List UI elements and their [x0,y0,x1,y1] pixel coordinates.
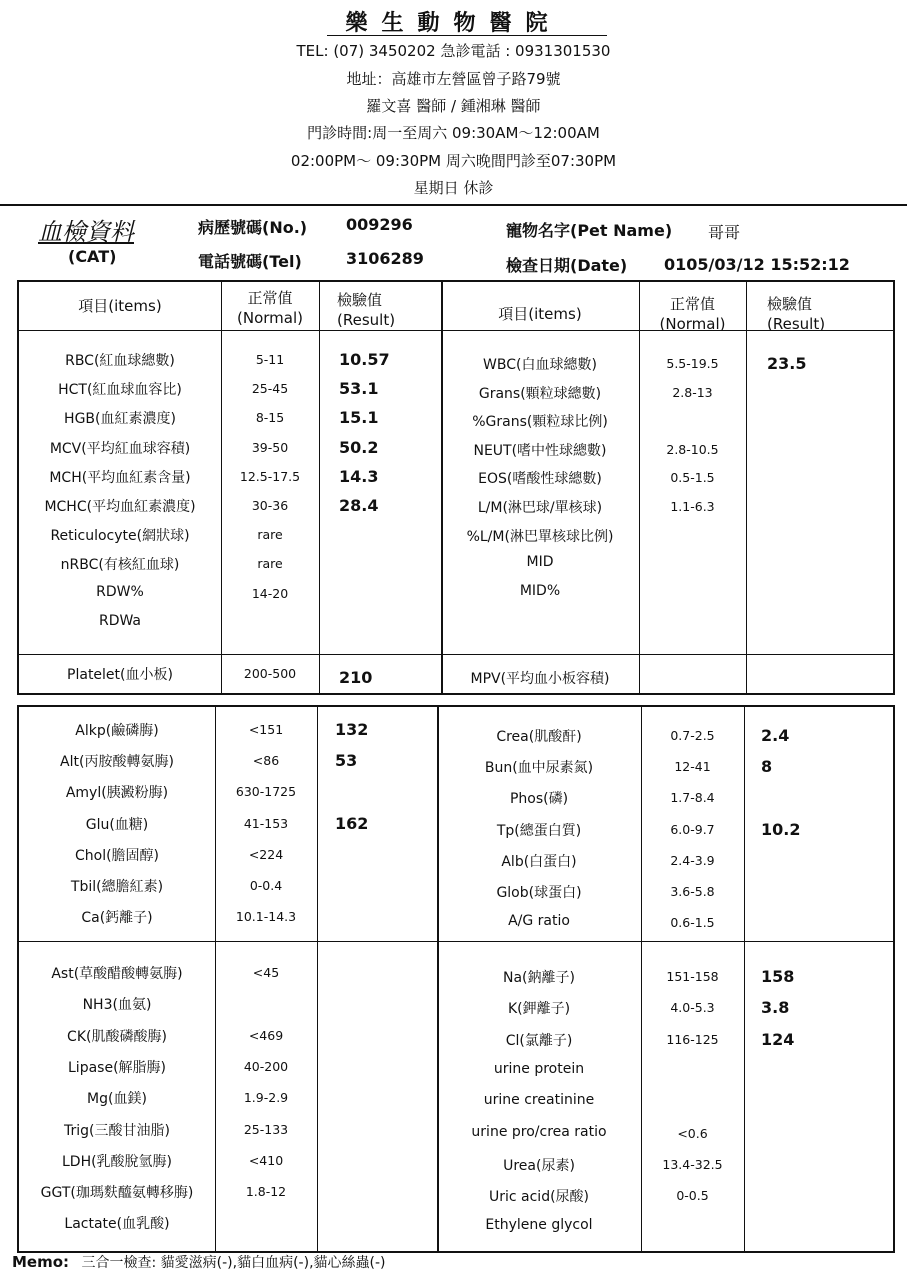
lab-name: GGT(珈瑪麩醯氨轉移脢) [40,1185,194,1202]
record-title: 血檢資料 [38,218,134,246]
lab-normal: 12.5-17.5 [239,468,301,484]
clinic-header [0,0,907,205]
lab-normal: 0.6-1.5 [670,915,715,931]
lab-name: Reticulocyte(網狀球) [50,528,190,545]
lab-normal: 2.8-13 [672,384,713,400]
lab-name: Lactate(血乳酸) [64,1216,170,1233]
lab-name: RBC(紅血球總數) [65,353,175,369]
lab-result: 2.4 [761,726,790,745]
lab-name: Bun(血中尿素氮) [484,760,594,777]
lab-name: NEUT(嗜中性球總數) [473,442,607,459]
header-normal-right: 正常值 (Normal) [659,295,726,333]
lab-name: Urea(尿素) [503,1157,575,1174]
lab-normal: 13.4-32.5 [662,1156,723,1172]
lab-name: HCT(紅血球血容比) [58,382,182,399]
clinic-closed: 星期日 休診 [413,179,494,197]
lab-name: Cl(氯離子) [505,1032,573,1049]
lab-name: NH3(血氨) [82,997,152,1014]
lab-name: Glob(球蛋白) [496,885,582,901]
date-label: 檢查日期(Date) [506,256,628,275]
record-no-value: 009296 [346,215,413,234]
lab-normal: 1.1-6.3 [670,499,715,514]
clinic-hours-1: 門診時間:周一至周六 09:30AM～12:00AM [307,124,600,142]
lab-result: 15.1 [339,408,379,428]
cbc-table [17,280,895,695]
lab-name: HGB(血紅素濃度) [64,411,176,428]
clinic-address: 地址：高雄市左營區曾子路79號 [346,70,561,88]
lab-name: A/G ratio [508,913,570,930]
lab-name: %Grans(顆粒球比例) [472,414,608,431]
lab-normal: 4.0-5.3 [670,1000,715,1016]
lab-normal: <0.6 [677,1125,708,1141]
lab-normal: 5-11 [255,352,285,367]
lab-normal: rare [257,556,283,572]
lab-normal: 0-0.5 [676,1188,709,1204]
header-items-right: 項目(items) [498,305,582,323]
lab-name: Crea(肌酸酐) [496,729,582,745]
lab-normal: 41-153 [243,815,289,831]
lab-normal: 116-125 [666,1031,719,1047]
platelet-normal: 200-500 [243,666,297,681]
lab-normal: <410 [248,1152,284,1168]
lab-normal: 630-1725 [235,784,297,800]
lab-result: 8 [761,757,773,777]
lab-name: MCV(平均紅血球容積) [49,440,191,457]
lab-name: K(鉀離子) [507,1001,571,1018]
lab-normal: 0.7-2.5 [670,728,715,743]
lab-name: Glu(血糖) [85,816,149,833]
lab-name: Mg(血鎂) [87,1091,147,1108]
memo [12,1252,386,1272]
chemistry-table [17,705,895,1253]
lab-normal: 1.8-12 [245,1184,287,1200]
lab-normal: 25-133 [243,1121,289,1137]
lab-name: Trig(三酸甘油脂) [64,1122,170,1139]
lab-normal: rare [257,527,283,543]
lab-result: 28.4 [339,496,379,515]
lab-result: 124 [761,1029,795,1049]
lab-name: MCHC(平均血紅素濃度) [44,499,196,515]
memo-text: 三合一檢查: 貓愛滋病(-),貓白血病(-),貓心絲蟲(-) [81,1255,386,1271]
lab-name: Phos(磷) [509,791,569,808]
lab-name: urine pro/crea ratio [471,1123,607,1140]
lab-normal: 14-20 [251,585,289,601]
lab-result: 10.2 [761,819,801,839]
lab-normal: <45 [252,965,280,980]
clinic-phone: TEL: (07) 3450202 急診電話 : 0931301530 [296,42,611,60]
lab-name: urine creatinine [483,1092,595,1109]
clinic-name-underline [327,35,607,36]
lab-normal: 25-45 [251,381,289,397]
lab-normal: 1.7-8.4 [670,790,715,806]
lab-normal: 0.5-1.5 [670,470,715,486]
header-result-right: 檢驗值 (Result) [767,295,826,333]
lab-normal: 2.4-3.9 [670,852,715,868]
header-items-left: 項目(items) [78,297,162,315]
lab-normal: <224 [248,846,284,862]
lab-name: Ethylene glycol [485,1217,593,1234]
lab-name: Ca(鈣離子) [81,910,153,927]
lab-name: CK(肌酸磷酸脢) [67,1028,167,1045]
header-result-left: 檢驗值 (Result) [337,291,396,329]
header-normal-left: 正常值 (Normal) [237,289,303,327]
record-no-label: 病歷號碼(No.) [198,218,308,237]
date-value: 0105/03/12 15:52:12 [664,255,850,274]
clinic-name: 樂生動物醫院 [345,11,562,36]
lab-normal: <151 [248,722,284,737]
header-divider [0,204,907,206]
lab-name: nRBC(有核紅血球) [60,557,180,574]
lab-name: RDWa [98,612,142,629]
lab-name: Na(鈉離子) [503,970,575,986]
lab-normal: 1.9-2.9 [243,1090,289,1106]
lab-normal: 0-0.4 [249,878,283,893]
lab-name: Tp(總蛋白質) [496,822,582,839]
lab-result: 53.1 [339,379,379,399]
lab-name: Alb(白蛋白) [501,853,577,870]
lab-name: Grans(顆粒球總數) [478,385,602,402]
platelet-name: Platelet(血小板) [67,667,173,683]
lab-result: 53 [335,751,358,771]
lab-result: 50.2 [339,437,379,457]
mpv-name: MPV(平均血小板容積) [470,671,610,687]
species: (CAT) [68,247,117,266]
lab-normal: 3.6-5.8 [670,884,715,899]
lab-normal: 39-50 [251,439,289,455]
lab-normal: <86 [252,753,280,769]
lab-result: 14.3 [339,466,379,486]
memo-label: Memo: [12,1253,70,1271]
lab-name: Lipase(解脂脢) [68,1059,166,1076]
lab-name: Uric acid(尿酸) [488,1189,590,1206]
clinic-hours-2: 02:00PM～ 09:30PM 周六晚間門診至07:30PM [290,152,617,170]
lab-name: MCH(平均血紅素含量) [49,469,191,486]
lab-name: Alkp(鹼磷脢) [75,723,159,739]
lab-name: Alt(丙胺酸轉氨脢) [60,754,174,771]
tel-label: 電話號碼(Tel) [198,252,302,271]
lab-name: EOS(嗜酸性球總數) [478,471,602,488]
lab-name: MID% [519,582,561,599]
lab-name: LDH(乳酸脫氫脢) [61,1153,173,1170]
lab-normal: <469 [248,1027,284,1043]
lab-normal: 8-15 [255,410,285,426]
lab-name: WBC(白血球總數) [483,357,597,373]
lab-normal: 5.5-19.5 [666,356,719,371]
lab-normal: 12-41 [674,759,711,775]
platelet-result: 210 [339,668,373,687]
tel-value: 3106289 [346,249,424,268]
lab-normal: 30-36 [251,498,289,513]
lab-name: Amyl(胰澱粉脢) [65,785,169,802]
clinic-doctors: 羅文喜 醫師 / 鍾湘琳 醫師 [366,97,541,115]
pet-name-label: 寵物名字(Pet Name) [506,221,673,240]
lab-name: Tbil(總膽紅素) [70,879,164,895]
pet-name-value: 哥哥 [708,223,741,242]
lab-normal: 2.8-10.5 [666,441,719,457]
lab-result: 162 [335,813,369,833]
lab-result: 23.5 [767,354,807,373]
lab-name: Chol(膽固醇) [74,847,160,864]
lab-name: L/M(淋巴球/單核球) [477,500,603,516]
lab-name: Ast(草酸醋酸轉氨脢) [51,966,183,982]
lab-normal: 40-200 [243,1058,289,1074]
lab-normal: 10.1-14.3 [235,909,297,925]
lab-name: RDW% [96,583,144,600]
lab-result: 158 [761,967,795,986]
lab-normal: 151-158 [666,969,719,984]
lab-name: %L/M(淋巴單核球比例) [466,528,614,545]
lab-result: 132 [335,720,369,739]
lab-normal: 6.0-9.7 [670,821,715,837]
lab-result: 3.8 [761,998,790,1018]
lab-name: urine protein [493,1060,585,1077]
lab-name: MID [526,554,554,571]
lab-result: 10.57 [339,350,390,369]
